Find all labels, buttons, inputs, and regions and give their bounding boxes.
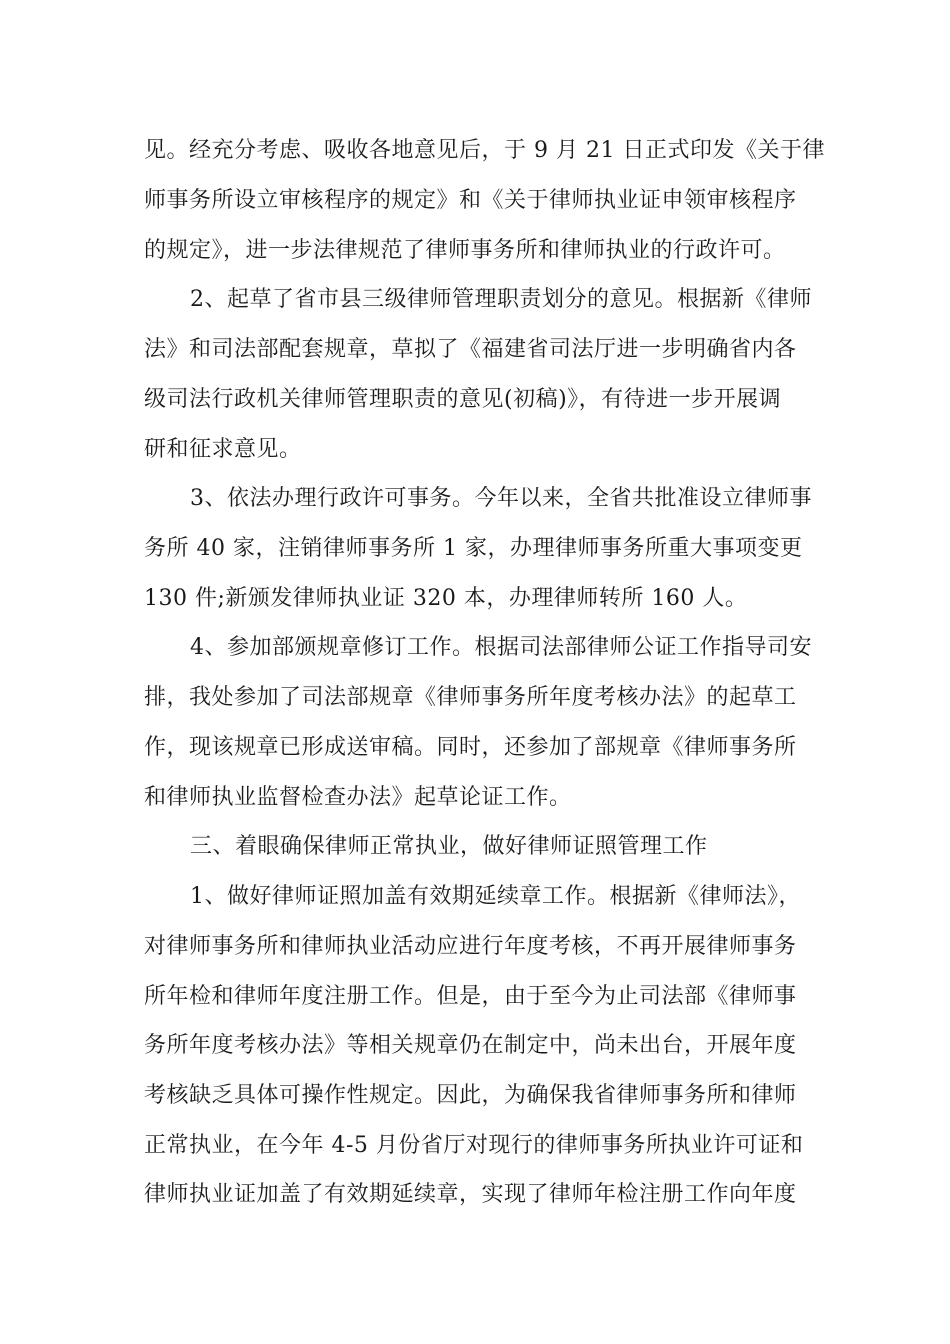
text-line: 排，我处参加了司法部规章《律师事务所年度考核办法》的起草工: [144, 685, 797, 710]
text-line: 考核缺乏具体可操作性规定。因此，为确保我省律师事务所和律师: [144, 1083, 797, 1108]
text-line: 正常执业，在今年 4-5 月份省厅对现行的律师事务所执业许可证和: [144, 1133, 804, 1158]
paragraph-2-first-line: 2、起草了省市县三级律师管理职责划分的意见。根据新《律师: [190, 287, 812, 312]
paragraph-4-first-line: 4、参加部颁规章修订工作。根据司法部律师公证工作指导司安: [190, 635, 812, 660]
text-line: 所年检和律师年度注册工作。但是，由于至今为止司法部《律师事: [144, 984, 797, 1009]
text-line: 律师执业证加盖了有效期延续章，实现了律师年检注册工作向年度: [144, 1182, 797, 1207]
text-line: 130 件;新颁发律师执业证 320 本，办理律师转所 160 人。: [144, 586, 748, 611]
text-line: 师事务所设立审核程序的规定》和《关于律师执业证申领审核程序: [144, 188, 797, 213]
section-heading: 三、着眼确保律师正常执业，做好律师证照管理工作: [190, 834, 708, 859]
paragraph-3-first-line: 3、依法办理行政许可事务。今年以来，全省共批准设立律师事: [190, 486, 812, 511]
paragraph-5-first-line: 1、做好律师证照加盖有效期延续章工作。根据新《律师法》，: [190, 884, 801, 909]
text-line: 研和征求意见。: [144, 437, 302, 462]
text-line: 法》和司法部配套规章，草拟了《福建省司法厅进一步明确省内各: [144, 337, 797, 362]
text-line: 见。经充分考虑、吸收各地意见后，于 9 月 21 日正式印发《关于律: [144, 138, 825, 163]
text-line: 和律师执业监督检查办法》起草论证工作。: [144, 785, 572, 810]
text-line: 务所 40 家，注销律师事务所 1 家，办理律师事务所重大事项变更: [144, 536, 803, 561]
text-line: 作，现该规章已形成送审稿。同时，还参加了部规章《律师事务所: [144, 735, 797, 760]
text-line: 级司法行政机关律师管理职责的意见(初稿)》，有待进一步开展调: [144, 387, 782, 412]
text-line: 对律师事务所和律师执业活动应进行年度考核，不再开展律师事务: [144, 934, 797, 959]
text-line: 的规定》，进一步法律规范了律师事务所和律师执业的行政许可。: [144, 238, 786, 263]
text-line: 务所年度考核办法》等相关规章仍在制定中，尚未出台，开展年度: [144, 1033, 797, 1058]
